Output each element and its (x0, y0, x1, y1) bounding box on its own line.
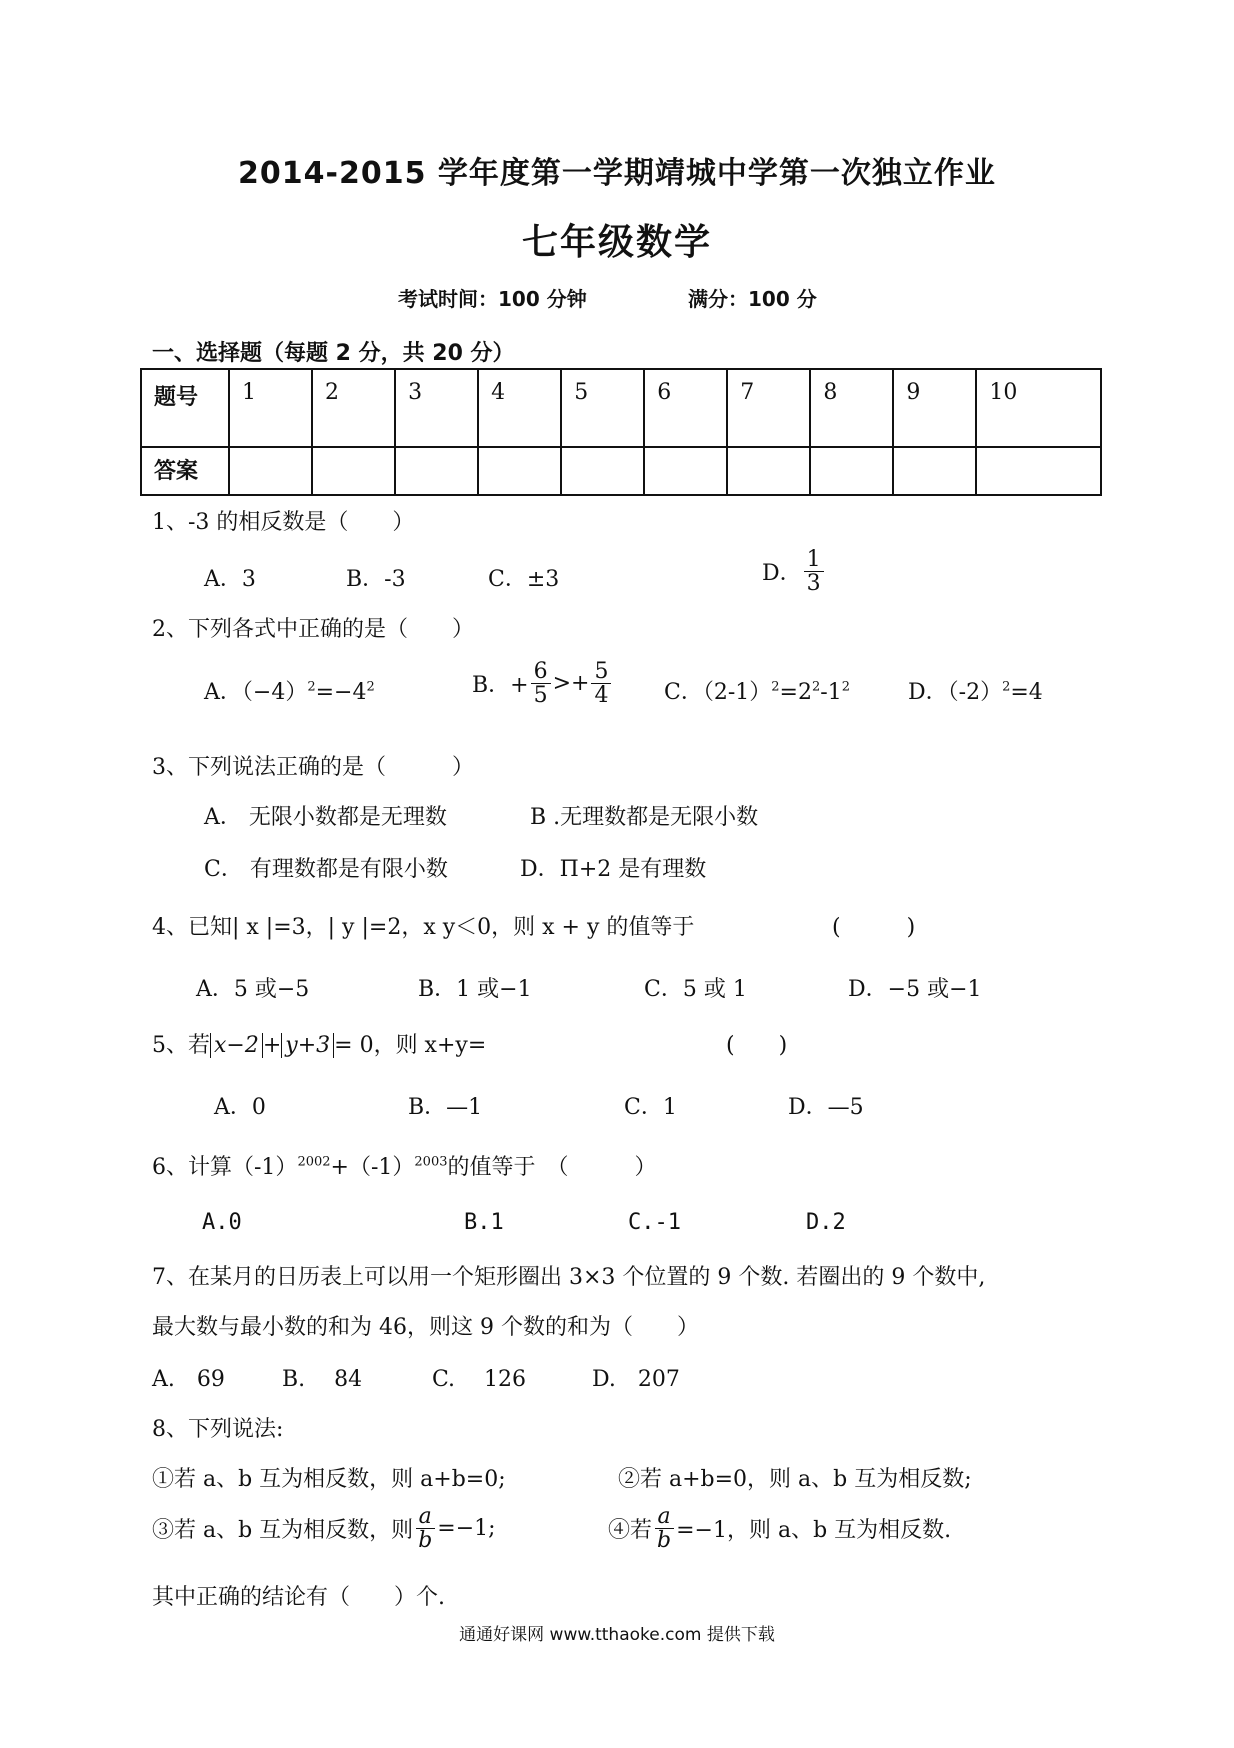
exponent: 2 (307, 679, 316, 695)
question-1-option-a: A．3 (204, 567, 256, 592)
answer-cell[interactable] (810, 447, 893, 495)
exponent: 2 (771, 679, 780, 695)
answer-row (141, 447, 1101, 495)
text: B．+ (472, 673, 529, 699)
question-number-cell: 4 (478, 369, 561, 447)
text: >+ (552, 671, 590, 697)
answer-cell[interactable] (395, 447, 478, 495)
exponent: 2003 (414, 1154, 448, 1170)
question-4-option-a: A．5 或−5 (196, 977, 310, 1002)
question-3-option-c: C． 有理数都是有限小数 (204, 857, 448, 882)
denominator: b (418, 1528, 433, 1554)
denominator: 5 (533, 683, 548, 709)
question-5-paren: ( ) (726, 1033, 788, 1058)
question-number-cell: 6 (644, 369, 727, 447)
question-3-option-b: B .无理数都是无限小数 (530, 805, 759, 830)
question-4-paren: ( ) (832, 915, 916, 940)
text: =−1; (437, 1516, 496, 1542)
text: C．（2-1） (664, 680, 772, 705)
question-2-option-c (664, 675, 850, 706)
text: 的值等于 （ ） (447, 1155, 657, 1180)
text: 6、计算（-1） (152, 1155, 298, 1180)
question-3-option-d: D．Π+2 是有理数 (520, 857, 707, 882)
question-7-option-c: C. 126 (432, 1367, 527, 1392)
question-number-cell: 10 (976, 369, 1101, 447)
absolute-value: y+3 (281, 1033, 334, 1058)
question-1-option-c: C．±3 (488, 567, 560, 592)
section-heading: 一、选择题（每题 2 分，共 20 分） (152, 341, 515, 366)
question-6-option-c: C.-1 (628, 1210, 681, 1235)
question-2-option-a (204, 675, 375, 706)
question-6-option-b: B.1 (464, 1210, 504, 1235)
answer-cell[interactable] (893, 447, 976, 495)
text: =−1，则 a、b 互为相反数. (676, 1518, 952, 1544)
question-4-option-c: C．5 或 1 (644, 977, 747, 1002)
numerator: 6 (531, 660, 551, 684)
text: D．（-2） (908, 680, 1003, 705)
question-5-option-c: C．1 (624, 1095, 677, 1120)
question-8-statement-2: ②若 a+b=0，则 a、b 互为相反数; (618, 1467, 972, 1492)
question-3-option-a: A． 无限小数都是无理数 (204, 805, 447, 830)
text: A．（−4） (204, 680, 308, 705)
fraction (804, 548, 824, 595)
text: -1 (820, 680, 842, 705)
absolute-value: x−2 (210, 1033, 263, 1058)
answer-cell[interactable] (229, 447, 312, 495)
question-2-option-d (908, 675, 1043, 706)
question-1-option-d (762, 548, 826, 595)
denominator: 4 (594, 683, 609, 709)
numerator: 5 (591, 660, 611, 684)
answer-cell[interactable] (644, 447, 727, 495)
question-1-stem: 1、-3 的相反数是（ ） (152, 510, 415, 535)
question-2-option-b (472, 660, 613, 707)
question-5-stem (152, 1028, 486, 1059)
exam-title: 2014-2015 学年度第一学期靖城中学第一次独立作业 (238, 156, 996, 191)
answer-cell[interactable] (312, 447, 395, 495)
text: ④若 (608, 1518, 653, 1544)
question-7-option-a: A. 69 (152, 1367, 225, 1392)
question-6-option-d: D.2 (806, 1210, 846, 1235)
question-8-stem: 8、下列说法: (152, 1417, 284, 1442)
option-d-label: D． (762, 561, 802, 587)
question-5-option-b: B．—1 (408, 1095, 483, 1120)
numerator: a (655, 1505, 674, 1529)
question-8-statement-1: ①若 a、b 互为相反数，则 a+b=0; (152, 1467, 506, 1492)
exponent: 2 (841, 679, 850, 695)
text: 5、若 (152, 1033, 210, 1058)
text: =4 (1010, 680, 1043, 705)
full-score: 满分：100 分 (688, 287, 817, 311)
question-8-statement-4 (608, 1505, 951, 1552)
answer-cell[interactable] (478, 447, 561, 495)
question-4-option-d: D．−5 或−1 (848, 977, 982, 1002)
exponent: 2002 (297, 1154, 331, 1170)
answer-label: 答案 (141, 447, 229, 495)
question-7-option-d: D. 207 (592, 1367, 680, 1392)
exam-time: 考试时间：100 分钟 (398, 287, 587, 311)
question-8-statement-3 (152, 1505, 496, 1552)
question-4-option-b: B．1 或−1 (418, 977, 532, 1002)
question-5-option-d: D．—5 (788, 1095, 864, 1120)
question-7-line-2: 最大数与最小数的和为 46，则这 9 个数的和为（ ） (152, 1315, 699, 1340)
answer-cell[interactable] (976, 447, 1101, 495)
denominator: b (657, 1528, 672, 1554)
numerator: a (416, 1505, 435, 1529)
question-7-line-1: 7、在某月的日历表上可以用一个矩形圈出 3×3 个位置的 9 个数. 若圈出的 9 个数中, (152, 1265, 986, 1290)
text: + (262, 1033, 282, 1058)
exponent: 2 (811, 679, 821, 695)
answer-cell[interactable] (561, 447, 644, 495)
exam-subtitle: 七年级数学 (521, 222, 712, 263)
denominator: 3 (806, 571, 821, 597)
fraction (531, 660, 551, 707)
text: =2 (779, 680, 812, 705)
question-8-conclusion: 其中正确的结论有（ ）个. (152, 1585, 445, 1610)
question-number-cell: 8 (810, 369, 893, 447)
question-1-option-b: B．-3 (346, 567, 406, 592)
fraction (591, 660, 611, 707)
question-3-stem: 3、下列说法正确的是（ ） (152, 755, 474, 780)
numerator: 1 (804, 548, 824, 572)
question-number-cell: 2 (312, 369, 395, 447)
question-6-option-a: A.0 (202, 1210, 242, 1235)
question-5-option-a: A．0 (214, 1095, 266, 1120)
fraction (654, 1505, 674, 1552)
text: = 0，则 x+y= (334, 1033, 487, 1058)
question-number-cell: 1 (229, 369, 312, 447)
page-footer: 通通好课网 www.tthaoke.com 提供下载 (459, 1625, 775, 1645)
question-number-cell: 7 (727, 369, 810, 447)
answer-cell[interactable] (727, 447, 810, 495)
exponent: 2 (1002, 679, 1011, 695)
fraction (415, 1505, 435, 1552)
question-number-cell: 5 (561, 369, 644, 447)
answer-table (140, 368, 1102, 496)
question-number-cell: 3 (395, 369, 478, 447)
text: ③若 a、b 互为相反数，则 (152, 1518, 414, 1544)
question-4-stem: 4、已知| x |=3，| y |=2，x y＜0，则 x + y 的值等于 (152, 915, 695, 940)
exponent: 2 (366, 679, 375, 695)
question-number-cell: 9 (893, 369, 976, 447)
question-number-label: 题号 (141, 369, 229, 447)
question-2-stem: 2、下列各式中正确的是（ ） (152, 617, 474, 642)
question-6-stem (152, 1150, 657, 1181)
question-7-option-b: B. 84 (282, 1367, 363, 1392)
text: =−4 (315, 680, 367, 705)
question-number-row (141, 369, 1101, 447)
text: +（-1） (330, 1155, 415, 1180)
